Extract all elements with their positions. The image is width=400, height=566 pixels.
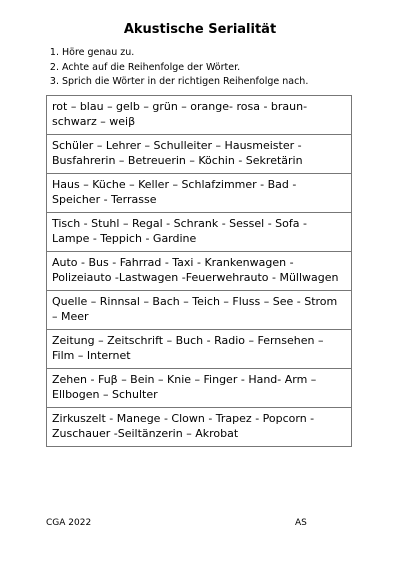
word-series-circus: Zirkuszelt - Manege - Clown - Trapez - Popcorn - Zuschauer -Seiltänzerin – Akrobat (47, 408, 352, 447)
page-title: Akustische Serialität (123, 22, 277, 37)
instruction-item: 1. Höre genau zu. (62, 46, 308, 61)
word-series-house: Haus – Küche – Keller – Schlafzimmer - Bad - Speicher - Terrasse (47, 174, 352, 213)
word-series-table (46, 95, 352, 447)
instruction-list (46, 46, 308, 90)
table-row (47, 252, 352, 291)
instruction-item: 2. Achte auf die Reihenfolge der Wörter. (62, 61, 308, 76)
word-series-vehicles: Auto - Bus - Fahrrad - Taxi - Krankenwagen - Polizeiauto -Lastwagen -Feuerwehrauto - Müllwagen (47, 252, 352, 291)
word-series-school-people: Schüler – Lehrer – Schulleiter – Hausmeister - Busfahrerin – Betreuerin – Köchin - Sekretärin (47, 135, 352, 174)
table-row (47, 135, 352, 174)
instruction-item: 3. Sprich die Wörter in der richtigen Reihenfolge nach. (62, 75, 308, 90)
table-row (47, 369, 352, 408)
table-row (47, 330, 352, 369)
word-series-media: Zeitung – Zeitschrift – Buch - Radio – Fernsehen – Film – Internet (47, 330, 352, 369)
footer-source: CGA 2022 (46, 518, 92, 528)
table-row (47, 213, 352, 252)
table-row (47, 291, 352, 330)
word-series-water: Quelle – Rinnsal – Bach – Teich – Fluss – See - Strom – Meer (47, 291, 352, 330)
table-row (47, 96, 352, 135)
word-series-body: Zehen - Fuβ – Bein – Knie – Finger - Hand- Arm – Ellbogen – Schulter (47, 369, 352, 408)
table-row (47, 408, 352, 447)
table-row (47, 174, 352, 213)
word-series-furniture: Tisch - Stuhl – Regal - Schrank - Sessel - Sofa - Lampe - Teppich - Gardine (47, 213, 352, 252)
footer-author: AS (295, 518, 307, 528)
word-series-colors: rot – blau – gelb – grün – orange- rosa - braun-schwarz – weiβ (47, 96, 352, 135)
